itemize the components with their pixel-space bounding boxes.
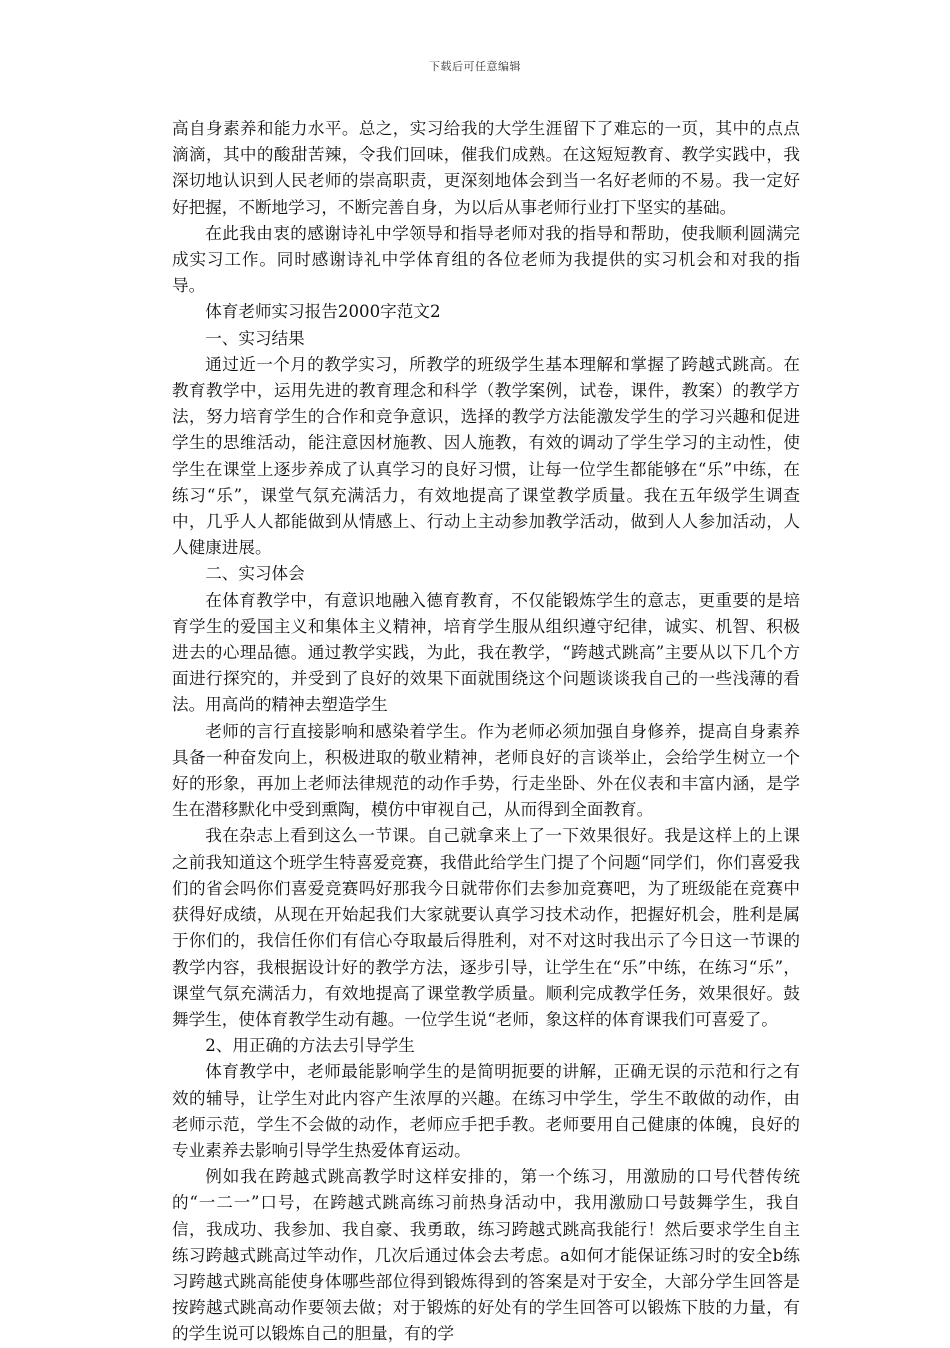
paragraph-thanks: 在此我由衷的感谢诗礼中学领导和指导老师对我的指导和帮助，使我顺利圆满完成实习工作。同时感谢诗礼中学体育组的各位老师为我提供的实习机会和对我的指导。 — [172, 223, 800, 296]
paragraph-high-jump-example: 例如我在跨越式跳高教学时这样安排的，第一个练习，用激励的口号代替传统的“一二一”口号，在跨越式跳高练习前热身活动中，我用激励口号鼓舞学生，我自信，我成功、我参加、我自豪、我勇敢，练习跨越式跳高我能行！然后要求学生自主练习跨越式跳高过竿动作，几次后通过体会去考虑。a如何才能保证练习时的安全b练习跨越式跳高能使身体哪些部位得到锻炼得到的答案是对于安全，大部分学生回答是按跨越式跳高动作要领去做；对于锻炼的好处有的学生回答可以锻炼下肢的力量，有的学生说可以锻炼自己的胆量，有的学 — [172, 1167, 800, 1344]
paragraph-moral-education: 在体育教学中，有意识地融入德育教育，不仅能锻炼学生的意志，更重要的是培育学生的爱国主义和集体主义精神，培育学生服从组织遵守纪律，诚实、机智、积极进去的心理品德。通过教学实践，为此，我在教学，“跨越式跳高”主要从以下几个方面进行探究的，并受到了良好的效果下面就围绕这个问题谈谈我自己的一些浅薄的看法。用高尚的精神去塑造学生 — [172, 590, 800, 715]
paragraph-results: 通过近一个月的教学实习，所教学的班级学生基本理解和掌握了跨越式跳高。在教育教学中，运用先进的教育理念和科学（教学案例，试卷，课件，教案）的教学方法，努力培育学生的合作和竞争意识，选择的教学方法能激发学生的学习兴趣和促进学生的思维活动，能注意因材施教、因人施教，有效的调动了学生学习的主动性，使学生在课堂上逐步养成了认真学习的良好习惯，让每一位学生都能够在“乐”中练，在练习“乐”，课堂气氛充满活力，有效地提高了课堂教学质量。我在五年级学生调查中，几乎人人都能做到从情感上、行动上主动参加教学活动，做到人人参加活动，人人健康进展。 — [172, 354, 800, 558]
paragraph-continuation: 高自身素养和能力水平。总之，实习给我的大学生涯留下了难忘的一页，其中的点点滴滴，其中的酸甜苦辣，令我们回味，催我们成熟。在这短短教育、教学实践中，我深切地认识到人民老师的崇高职责，更深刻地体会到当一名好老师的不易。我一定好好把握，不断地学习，不断完善自身，为以后从事老师行业打下坚实的基础。 — [172, 119, 800, 217]
heading-experience: 二、实习体会 — [205, 564, 305, 584]
heading-correct-methods: 2、用正确的方法去引导学生 — [205, 1036, 415, 1056]
page-header: 下载后可任意编辑 — [429, 60, 521, 73]
paragraph-teacher-example: 老师的言行直接影响和感染着学生。作为老师必须加强自身修养，提高自身素养具备一种奋发向上，积极进取的敬业精神，老师良好的言谈举止，会给学生树立一个好的形象，再加上老师法律规范的动作手势，行走坐卧、外在仪表和丰富内涵，是学生在潜移默化中受到熏陶，模仿中审视自己，从而得到全面教育。 — [172, 721, 800, 820]
paragraph-magazine-lesson: 我在杂志上看到这么一节课。自己就拿来上了一下效果很好。我是这样上的上课之前我知道这个班学生特喜爱竞赛，我借此给学生门提了个问题“同学们，你们喜爱我们的省会吗你们喜爱竞赛吗好那我今日就带你们去参加竞赛吧，为了班级能在竞赛中获得好成绩，从现在开始起我们大家就要认真学习技术动作，把握好机会，胜利是属于你们的，我信任你们有信心夺取最后得胜利，对不对这时我出示了今日这一节课的教学内容，我根据设计好的教学方法，逐步引导，让学生在“乐”中练，在练习“乐”，课堂气氛充满活力，有效地提高了课堂教学质量。顺利完成教学任务，效果很好。鼓舞学生，使体育教学生动有趣。一位学生说“老师，象这样的体育课我们可喜爱了。 — [172, 826, 800, 1029]
paragraph-teaching-guidance: 体育教学中，老师最能影响学生的是简明扼要的讲解，正确无误的示范和行之有效的辅导，让学生对此内容产生浓厚的兴趣。在练习中学生，学生不敢做的动作，由老师示范，学生不会做的动作，老师应手把手教。老师要用自己健康的体魄，良好的专业素养去影响引导学生热爱体育运动。 — [172, 1062, 800, 1160]
section-title: 体育老师实习报告2000字范文2 — [205, 302, 441, 322]
document-body — [172, 116, 800, 1348]
heading-results: 一、实习结果 — [205, 328, 305, 348]
